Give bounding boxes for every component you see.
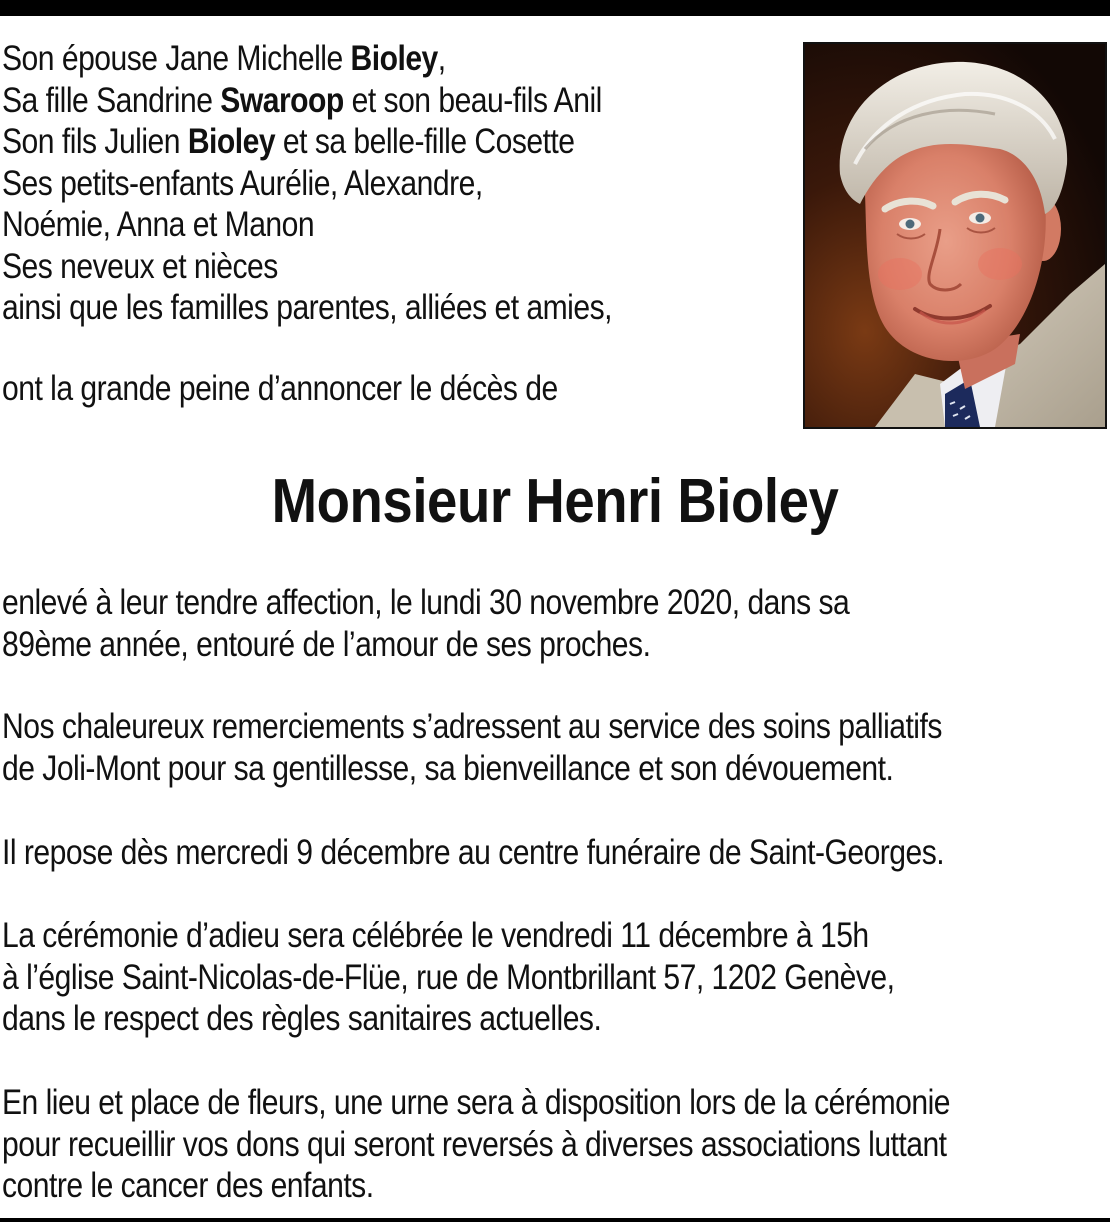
family-line-nephews: Ses neveux et nièces: [2, 246, 278, 286]
paragraph-passing: [2, 582, 1108, 665]
paragraph-line: contre le cancer des enfants.: [2, 1166, 374, 1205]
family-line-relatives: ainsi que les familles parentes, alliées et amies,: [2, 288, 612, 327]
paragraph-line: En lieu et place de fleurs, une urne sera à disposition lors de la cérémonie: [2, 1083, 950, 1122]
family-line-son: Son fils Julien Bioley et sa belle-fille Cosette: [2, 122, 575, 161]
paragraph-thanks: [2, 706, 1108, 789]
paragraph-line: 89ème année, entouré de l’amour de ses proches.: [2, 624, 651, 664]
announcement-line: ont la grande peine d’annoncer le décès de: [2, 369, 558, 408]
deceased-name-heading: Monsieur Henri Bioley: [271, 467, 839, 536]
paragraph-line: dans le respect des règles sanitaires actuelles.: [2, 999, 602, 1038]
paragraph-line: pour recueillir vos dons qui seront reversés à diverses associations luttant: [2, 1124, 947, 1164]
paragraph-line: de Joli-Mont pour sa gentillesse, sa bienveillance et son dévouement.: [2, 748, 894, 788]
paragraph-line: enlevé à leur tendre affection, le lundi 30 novembre 2020, dans sa: [2, 583, 850, 622]
top-rule: [0, 0, 1110, 16]
paragraph-line: à l’église Saint-Nicolas-de-Flüe, rue de Montbrillant 57, 1202 Genève,: [2, 957, 895, 997]
paragraph-line: La cérémonie d’adieu sera célébrée le vendredi 11 décembre à 15h: [2, 916, 869, 955]
family-line-grandchildren: Ses petits-enfants Aurélie, Alexandre,: [2, 163, 483, 203]
paragraph-ceremony: [2, 915, 1108, 1040]
paragraph-donations: [2, 1082, 1108, 1207]
bottom-rule: [0, 1218, 1110, 1222]
family-list: [2, 38, 681, 329]
family-line-grandchildren-cont: Noémie, Anna et Manon: [2, 205, 315, 244]
paragraph-line: Nos chaleureux remerciements s’adressent au service des soins palliatifs: [2, 707, 942, 746]
paragraph-repose: [2, 832, 1108, 874]
family-line-spouse: Son épouse Jane Michelle Bioley,: [2, 39, 446, 78]
paragraph-line: Il repose dès mercredi 9 décembre au centre funéraire de Saint-Georges.: [2, 833, 945, 872]
portrait-photo: [803, 42, 1107, 429]
portrait-illustration: [805, 44, 1105, 427]
family-line-daughter: Sa fille Sandrine Swaroop et son beau-fils Anil: [2, 80, 602, 120]
